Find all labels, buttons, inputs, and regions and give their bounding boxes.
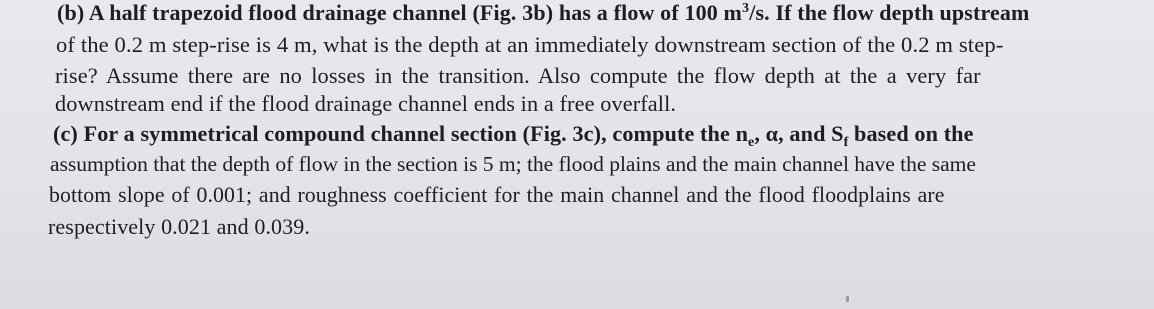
problem-b-line-1	[57, 0, 1030, 27]
problem-b-line-1-tail: /s. If the flow depth upstream	[749, 0, 1030, 25]
problem-b-line-4	[55, 90, 676, 118]
problem-b-line-4-text: downstream end if the flood drainage channel ends in a free overfall.	[55, 91, 677, 116]
paper-speck	[846, 296, 849, 302]
problem-c-line-3	[49, 181, 945, 209]
cubic-superscript: 3	[742, 1, 750, 16]
problem-c-line-4-text: respectively 0.021 and 0.039.	[48, 214, 310, 239]
problem-c-line-3-text: bottom slope of 0.001; and roughness coefficient for the main channel and the flood floodplains are	[49, 183, 945, 207]
problem-c-line-1-tail: based on the	[848, 121, 974, 146]
problem-b-line-2-text: of the 0.2 m step-rise is 4 m, what is the depth at an immediately downstream section of the 0.2 m step-	[56, 32, 1004, 57]
sf-subscript: f	[843, 135, 849, 150]
problem-c-line-2-text: assumption that the depth of flow in the section is 5 m; the flood plains and the main channel have the same	[50, 152, 976, 176]
problem-c-line-2	[50, 150, 976, 178]
problem-b-line-1-text: (b) A half trapezoid flood drainage channel (Fig. 3b) has a flow of 100 m	[57, 0, 743, 25]
problem-c-line-4	[48, 213, 310, 241]
problem-c-line-1-mid: , α, and S	[754, 121, 844, 146]
problem-b-line-3-text: rise? Assume there are no losses in the transition. Also compute the flow depth at the a very far	[55, 63, 981, 88]
problem-b-line-3	[55, 62, 981, 90]
problem-c-line-1	[53, 120, 974, 148]
problem-c-line-1-lead: (c) For a symmetrical compound channel section (Fig. 3c), compute the n	[53, 121, 749, 146]
ne-subscript: e	[748, 135, 755, 150]
problem-b-line-2	[56, 31, 1003, 59]
